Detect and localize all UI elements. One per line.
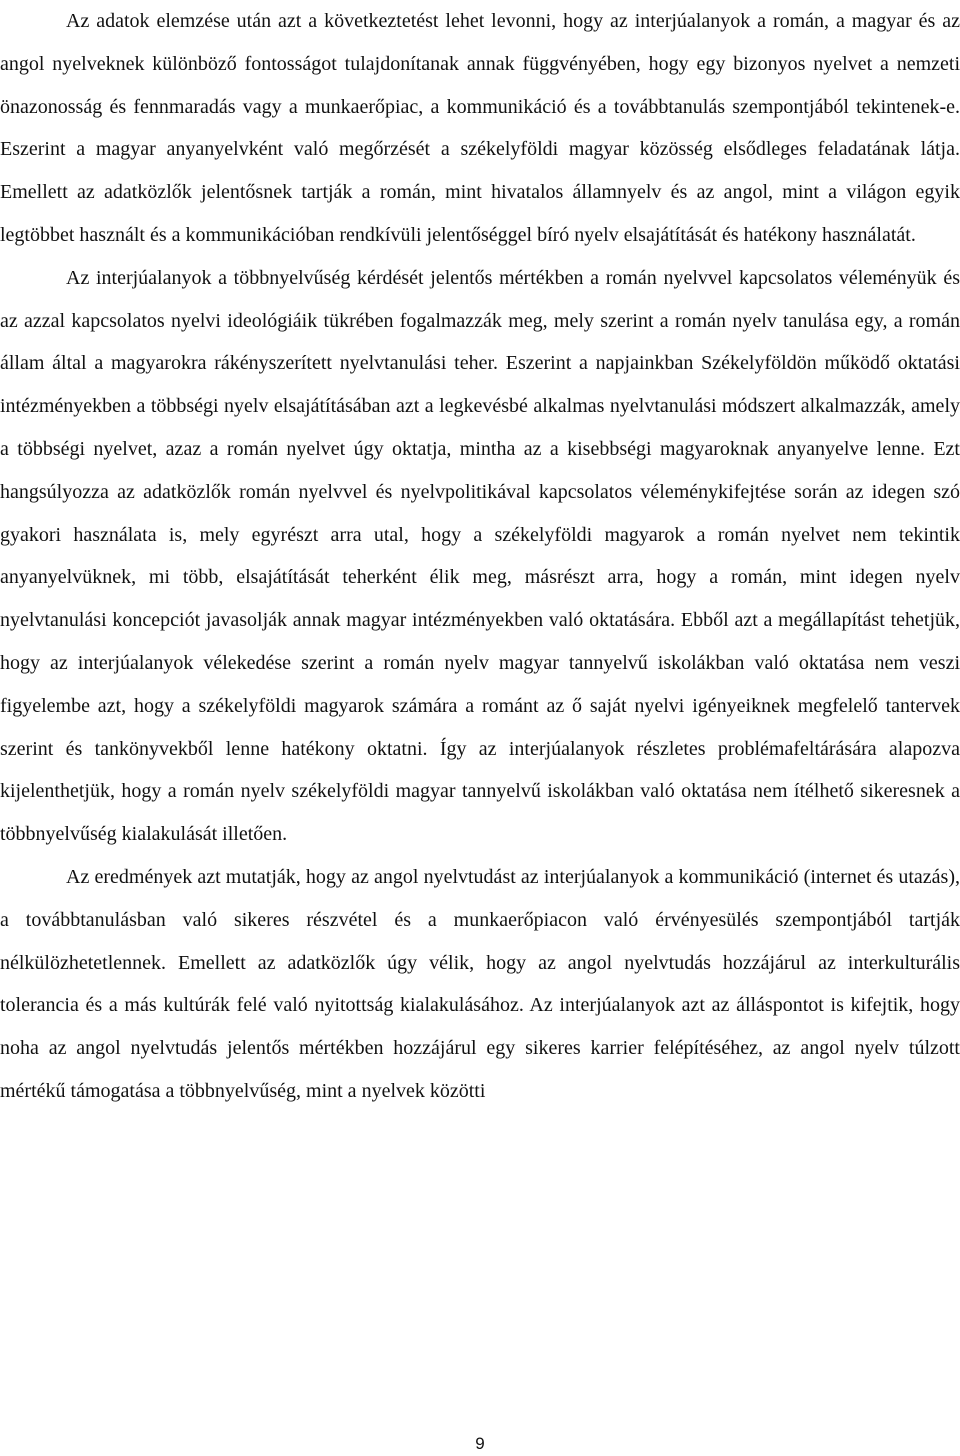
page-number: 9 — [475, 1434, 485, 1453]
paragraph-2: Az interjúalanyok a többnyelvűség kérdését jelentős mértékben a román nyelvvel kapcsolatos véleményük és az azzal kapcsolatos nyelvi ideológiáik tükrében fogalmazzák meg, mely szerint a román nyelv tanulása egy, a román állam által a magyarokra rákényszerített nyelvtanulási teher. Eszerint a napjainkban Székelyföldön működő oktatási intézményekben a többségi nyelv elsajátításában azt a legkevésbé alkalmas nyelvtanulási módszert alkalmazzák, amely a többségi nyelvet, azaz a román nyelvet úgy oktatja, mintha az a kisebbségi magyaroknak anyanyelve lenne. Ezt hangsúlyozza az adatközlők román nyelvvel és nyelvpolitikával kapcsolatos véleménykifejtése során az idegen szó gyakori használata is, mely egyrészt arra utal, hogy a székelyföldi magyarok a román nyelvet nem tekintik anyanyelvüknek, mi több, elsajátítását teherként élik meg, másrészt arra, hogy a román, mint idegen nyelv nyelvtanulási koncepciót javasolják annak magyar intézményekben való oktatására. Ebből azt a megállapítást tehetjük, hogy az interjúalanyok vélekedése szerint a román nyelv magyar tannyelvű iskolákban való oktatása nem veszi figyelembe azt, hogy a székelyföldi magyarok számára a románt az ő saját nyelvi igényeiknek megfelelő tantervek szerint és tankönyvekből lenne hatékony oktatni. Így az interjúalanyok részletes problémafeltárására alapozva kijelenthetjük, hogy a román nyelv székelyföldi magyar tannyelvű iskolákban való oktatása nem ítélhető sikeresnek a többnyelvűség kialakulását illetően. — [0, 266, 960, 846]
paragraph-1: Az adatok elemzése után azt a következtetést lehet levonni, hogy az interjúalanyok a román, a magyar és az angol nyelveknek különböző fontosságot tulajdonítanak annak függvényében, hogy egy bizonyos nyelvet a nemzeti önazonosság és fennmaradás vagy a munkaerőpiac, a kommunikáció és a továbbtanulás szempontjából tekintenek-e. Eszerint a magyar anyanyelvként való megőrzését a székelyföldi magyar közösség elsődleges feladatának látja. Emellett az adatközlők jelentősnek tartják a román, mint hivatalos államnyelv és az angol, mint a világon egyik legtöbbet használt és a kommunikációban rendkívüli jelentőséggel bíró nyelv elsajátítását és hatékony használatát. — [0, 10, 960, 246]
paragraph-3: Az eredmények azt mutatják, hogy az angol nyelvtudást az interjúalanyok a kommunikáció (internet és utazás), a továbbtanulásban való sikeres részvétel és a munkaerőpiacon való érvényesülés szempontjából tartják nélkülözhetetlennek. Emellett az adatközlők úgy vélik, hogy az angol nyelvtudás hozzájárul az interkulturális tolerancia és a más kultúrák felé való nyitottság kialakulásához. Az interjúalanyok azt az álláspontot is kifejtik, hogy noha az angol nyelvtudás jelentős mértékben hozzájárul egy sikeres karrier felépítéséhez, az angol nyelv túlzott mértékű támogatása a többnyelvűség, mint a nyelvek közötti — [0, 865, 960, 1102]
